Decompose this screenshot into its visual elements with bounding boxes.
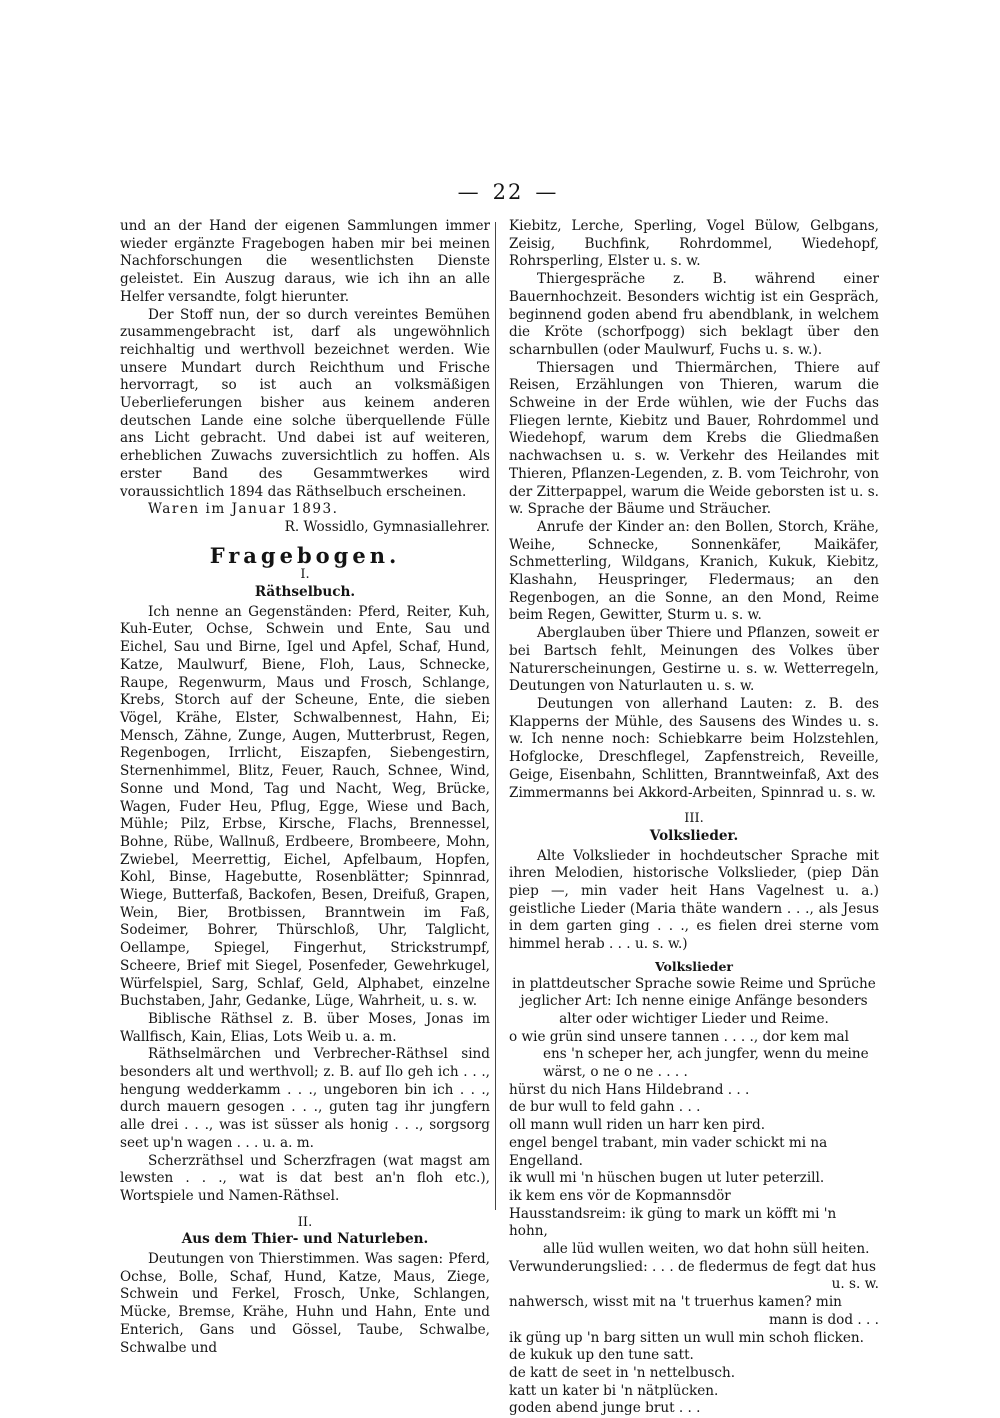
page-number-dash-right: — [535, 180, 559, 204]
verse-line: hürst du nich Hans Hildebrand . . . [509, 1081, 750, 1098]
section-1-paragraph: Ich nenne an Gegenständen: Pferd, Reiter, Kuh, Kuh-Euter, Ochse, Schwein und Ente, Sau und Eichel, Sau und Birne, Igel und Apfel, Schaf, Hund, Katze, Maulwurf, Biene, Floh, Laus, Schnecke, Raupe, Regenwurm, Maus und Frosch, Schlange, Krebs, Storch auf der Scheune, Ente, die sieben Vögel, Krähe, Elster, Schwalbennest, Hahn, Ei; Mensch, Zähne, Zunge, Augen, Mutterbrust, Regen, Regenbogen, Irrlicht, Eiszapfen, Siebengestirn, Sternenhimmel, Blitz, Feuer, Rauch, Schnee, Wind, Sonne und Mond, Tag und Nacht, Weg, Brücke, Wagen, Fuder Heu, Pflug, Egge, Wiese und Bach, Mühle; Pilz, Erbse, Kirsche, Flachs, Brennessel, Bohne, Rübe, Wallnuß, Erdbeere, Brombeere, Mohn, Zwiebel, Meerrettig, Eichel, Apfelbaum, Hopfen, Kohl, Binse, Hagebutte, Rosenblätter; Spinnrad, Wiege, Butterfaß, Backofen, Besen, Dreifuß, Grapen, Wein, Bier, Brotbissen, Branntwein im Faß, Sodeimer, Bohrer, Thürschloß, Uhr, Talglicht, Oellampe, Spiegel, Fingerhut, Strickstrumpf, Scheere, Brief mit Siegel, Posenfeder, Gewehrkugel, Würfelspiel, Sarg, Schlaf, Geld, Alphabet, einzelne Buchstaben, Jahr, Gedanke, Lüge, Wahrheit, u. s. w. [120, 603, 490, 1010]
right-paragraph: Thiergespräche z. B. während einer Bauernhochzeit. Besonders wichtig ist ein Gespräch, beginnend goden abend fru abendblank, in welchem die Kröte (schorfpogg) sich beklagt über den scharnbullen (oder Maulwurf, Fuchs u. s. w.). [509, 271, 879, 358]
verse-line: de kukuk up den tune satt. [509, 1347, 694, 1364]
verse-line: nahwersch, wisst mit na 't truerhus kamen? min [509, 1294, 842, 1311]
verse-line: o wie grün sind unsere tannen . . . ., dor kem mal [509, 1028, 850, 1045]
page-number-value: 22 [492, 180, 524, 204]
page-number [0, 180, 1000, 204]
section-2-paragraph: Deutungen von Thierstimmen. Was sagen: Pferd, Ochse, Bolle, Schaf, Hund, Katze, Maus, Ziege, Schwein und Ferkel, Frosch, Unke, Schlangen, Mücke, Bremse, Krähe, Huhn und Hahn, Ente und Enterich, Gans und Gössel, Taube, Schwalbe, Schwalbe und [120, 1251, 490, 1356]
section-1-title: Räthselbuch. [254, 584, 356, 601]
section-1-paragraph: Scherzräthsel und Scherzfragen (wat magst am lewsten . . ., wat is dat best an'n floh etc.), Wortspiele und Namen-Räthsel. [120, 1152, 490, 1204]
verse-line: oll mann wull riden un harr ken pird. [509, 1117, 766, 1134]
right-paragraph: Kiebitz, Lerche, Sperling, Vogel Bülow, Gelbgans, Zeisig, Buchfink, Rohrdommel, Wiedehopf, Rohrsperling, Elster u. s. w. [509, 218, 879, 270]
page-number-dash-left: — [457, 180, 481, 204]
section-3-paragraph: Alte Volkslieder in hochdeutscher Sprache mit ihren Melodien, historische Volkslieder, (piep Dän piep —, min vader heit Hans Vagelnest u. a.) geistliche Lieder (Maria thäte wandern . . ., als Jesus in dem garten ging . . ., es fielen drei sterne vom himmel herab . . . u. s. w.) [509, 847, 879, 953]
volkslieder-subheading: Volkslieder [654, 958, 734, 974]
main-heading: Fragebogen. [209, 542, 401, 568]
section-1-paragraph: Räthselmärchen und Verbrecher-Räthsel sind besonders alt und werthvoll; z. B. auf Ilo geh ich . . ., hengung wedderkamm . . ., ungeboren bin ich . . ., durch mauern gesogen . . ., guten tag ihr jungfern alle drei . . ., was ist süsser als honig . . ., sorgsorg seet up'n wagen . . . u. a. m. [120, 1046, 490, 1151]
verse-line: ik kem ens vör de Kopmannsdör [509, 1187, 731, 1204]
right-paragraph: Aberglauben über Thiere und Pflanzen, soweit er bei Bartsch fehlt, Meinungen des Volkes über Naturerscheinungen, Gestirne u. s. w. Wetterregeln, Deutungen von Naturlauten u. s. w. [509, 625, 879, 695]
verse-line: u. s. w. [831, 1276, 879, 1293]
place-date: Waren im Januar 1893. [148, 501, 339, 518]
verse-line: engel bengel trabant, min vader schickt mi na Engelland. [509, 1134, 828, 1169]
section-3-numeral: III. [684, 811, 704, 827]
signature: R. Wossidlo, Gymnasiallehrer. [284, 518, 490, 535]
verse-line: alle lüd wullen weiten, wo dat hohn süll heiten. [543, 1241, 870, 1258]
section-2-numeral: II. [297, 1214, 313, 1230]
section-3-title: Volkslieder. [649, 827, 739, 844]
verse-line: de katt de seet in 'n nettelbusch. [509, 1365, 736, 1381]
right-paragraph: Thiersagen und Thiermärchen, Thiere auf Reisen, Erzählungen von Thieren, warum die Schweine in der Erde wühlen, wie der Fuchs das Fliegen lernte, Kiebitz und Bauer, Rohrdommel und Wiedehopf, warum dem Krebs die Gliedmaßen nachwachsen u. s. w. Verkehr des Heilandes mit Thieren, Pflanzen-Legenden, z. B. vom Teichrohr, von der Zitterpappel, warum die Weide geborsten ist u. s. w. Sprache der Bäume und Sträucher. [509, 359, 879, 518]
volkslieder-subparagraph: in plattdeutscher Sprache sowie Reime und Sprüche jeglicher Art: Ich nenne einige Anfänge besonders alter oder wichtiger Lieder und Reime. [512, 975, 876, 1027]
verse-line: goden abend junge brut . . . [509, 1400, 701, 1417]
right-column [509, 218, 879, 1418]
verse-line: katt un kater bi 'n nätplücken. [509, 1382, 719, 1399]
right-paragraph: Anrufe der Kinder an: den Bollen, Storch, Krähe, Weihe, Schnecke, Sonnenkäfer, Maikäfer, Schmetterling, Wildgans, Kranich, Kukuk, Kiebitz, Klashahn, Heuspringer, Fledermaus; an den Regenbogen, an die Sonne, an den Mond, Reime beim Regen, Gewitter, Sturm u. s. w. [509, 518, 879, 624]
verse-line: ik güng up 'n barg sitten un wull min schoh flicken. [509, 1329, 864, 1346]
verse-line: ens 'n scheper her, ach jungfer, wenn du meine wärst, o ne o ne . . . . [543, 1046, 869, 1081]
intro-paragraph: Der Stoff nun, der so durch vereintes Bemühen zusammengebracht ist, darf als ungewöhnlich reichhaltig und werthvoll bezeichnet werden. Wie unsere Mundart durch Reichthum und Frische hervorragt, so ist auch an volksmäßigen Ueberlieferungen bisher aus keinem anderen deutschen Lande eine solche überquellende Fülle ans Licht gebracht. Und dabei ist auf weiteren, erheblichen Zuwachs zuversichtlich zu hoffen. Als erster Band des Gesammtwerkes wird voraussichtlich 1894 das Räthselbuch erscheinen. [120, 306, 490, 500]
verse-line: Hausstandsreim: ik güng to mark un köfft mi 'n hohn, [509, 1205, 837, 1240]
left-column [120, 218, 490, 1357]
verse-line: de bur wull to feld gahn . . . [509, 1099, 701, 1116]
verse-line: ik wull mi 'n hüschen bugen ut luter peterzill. [509, 1170, 825, 1187]
section-1-numeral: I. [300, 567, 310, 583]
section-1-paragraph: Biblische Räthsel z. B. über Moses, Jonas im Wallfisch, Kain, Elias, Lots Weib u. a. m. [120, 1010, 490, 1045]
verse-line: mann is dod . . . [769, 1311, 879, 1328]
verse-line: Verwunderungslied: . . . de fledermus de fegt dat hus [509, 1258, 877, 1275]
right-paragraph: Deutungen von allerhand Lauten: z. B. des Klapperns der Mühle, des Sausens des Windes u. s. w. Ich nenne noch: Schiebkarre beim Holzstehlen, Hofglocke, Dreschflegel, Zapfenstreich, Reveille, Geige, Eisenbahn, Schlitten, Branntweinfaß, Axt des Zimmermanns bei Akkord-Arbeiten, Spinnrad u. s. w. [509, 695, 879, 801]
column-divider [495, 222, 496, 1210]
intro-paragraph: und an der Hand der eigenen Sammlungen immer wieder ergänzte Fragebogen haben mir bei meinen Nachforschungen die wesentlichsten Dienste geleistet. Ein Auszug daraus, wie ich ihn an alle Helfer versandte, folgt hierunter. [120, 218, 490, 305]
section-2-title: Aus dem Thier- und Naturleben. [181, 1231, 429, 1248]
